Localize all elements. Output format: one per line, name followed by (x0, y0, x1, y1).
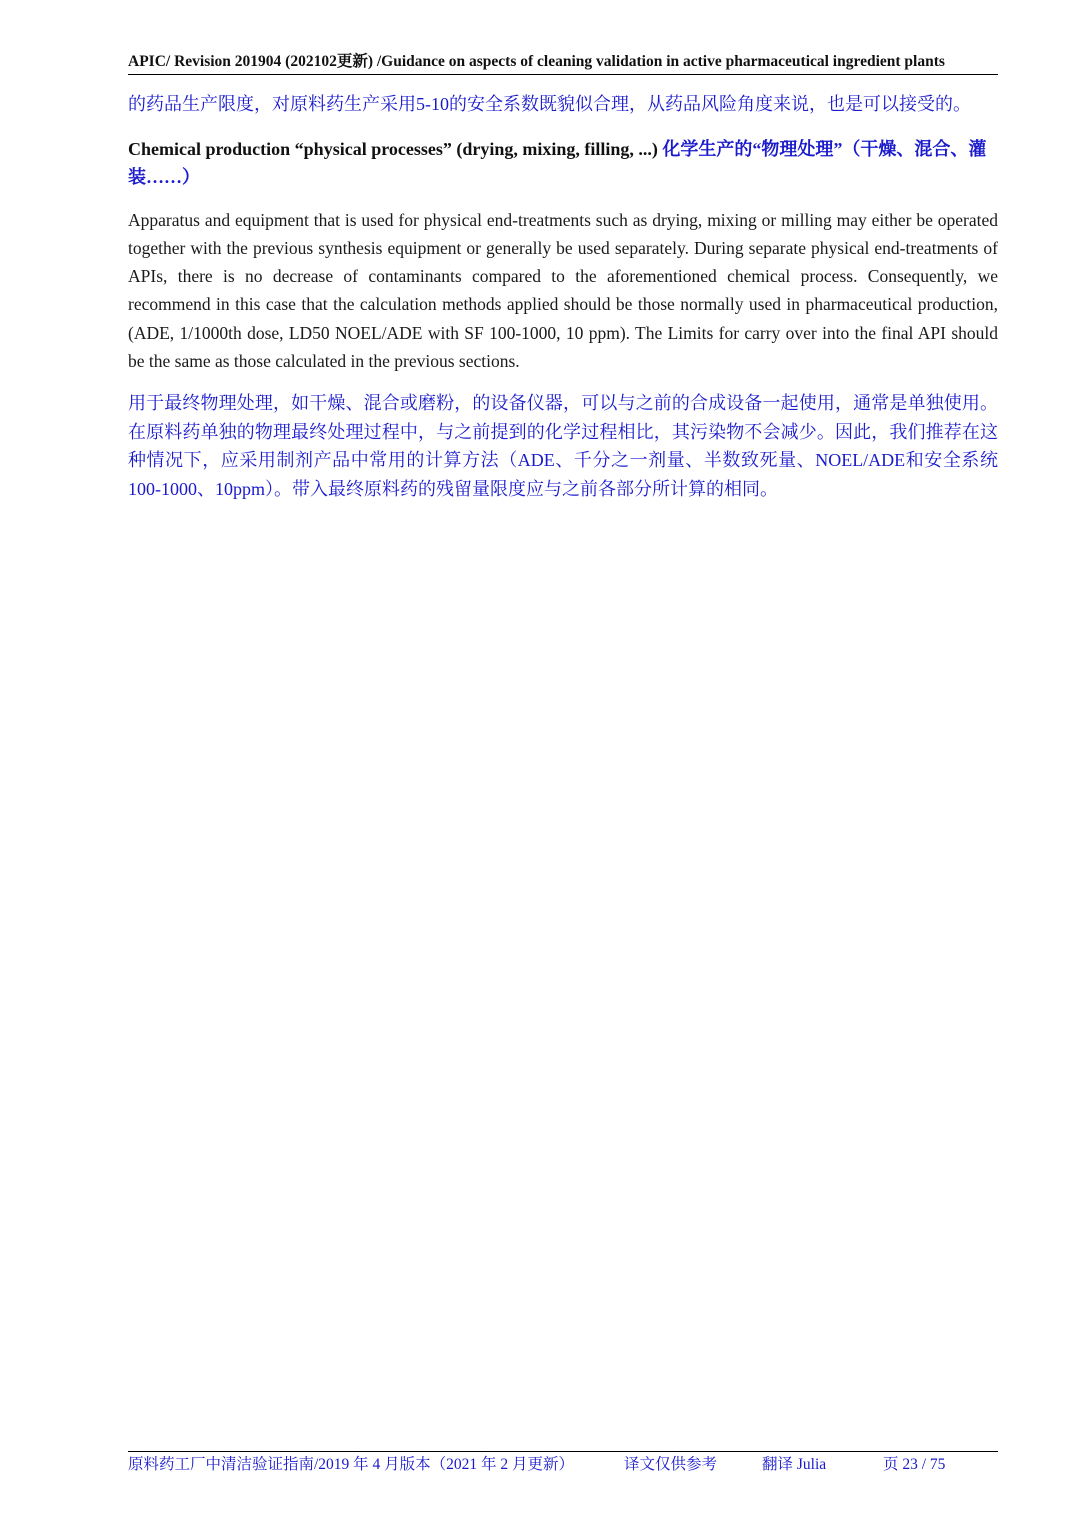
paragraph-cn-physical-treatments: 用于最终物理处理，如干燥、混合或磨粉，的设备仪器，可以与之前的合成设备一起使用，通常是单独使用。在原料药单独的物理最终处理过程中，与之前提到的化学过程相比，其污染物不会减少。因此，我们推荐在这种情况下，应采用制剂产品中常用的计算方法（ADE、千分之一剂量、半数致死量、NOEL/ADE和安全系统 100-1000、10ppm）。带入最终原料药的残留量限度应与之前各部分所计算的相同。 (128, 393, 998, 499)
page-header: APIC/ Revision 201904 (202102更新) /Guidance on aspects of cleaning validation in active pharmaceutical ingredient plants (128, 52, 998, 75)
paragraph-cn-intro: 的药品生产限度，对原料药生产采用5-10的安全系数既貌似合理，从药品风险角度来说，也是可以接受的。 (128, 94, 971, 114)
section-heading (128, 135, 998, 192)
section-heading-cn: 化学生产的“物理处理”（干燥、混合、灌装……） (128, 138, 987, 187)
footer-translator: 翻译 Julia (762, 1456, 827, 1473)
footer-page-number: 页 23 / 75 (883, 1456, 946, 1473)
footer-divider (128, 1451, 998, 1452)
page-footer (128, 1454, 998, 1476)
footer-doc-title: 原料药工厂中清洁验证指南/2019 年 4 月版本（2021 年 2 月更新） (128, 1456, 575, 1473)
paragraph-en-physical-treatments: Apparatus and equipment that is used for physical end-treatments such as drying, mixing or milling may either be operated together with the previous synthesis equipment or generally be used separately. During separate physical end-treatments of APIs, there is no decrease of contaminants compared to the aforementioned chemical process. Consequently, we recommend in this case that the calculation methods applied should be those normally used in pharmaceutical production, (ADE, 1/1000th dose, LD50 NOEL/ADE with SF 100-1000, 10 ppm). The Limits for carry over into the final API should be the same as those calculated in the previous sections. (128, 209, 998, 371)
document-body (128, 90, 998, 503)
section-heading-en: Chemical production “physical processes” (drying, mixing, filling, ...) (128, 138, 658, 159)
footer-disclaimer: 译文仅供参考 (624, 1456, 718, 1473)
